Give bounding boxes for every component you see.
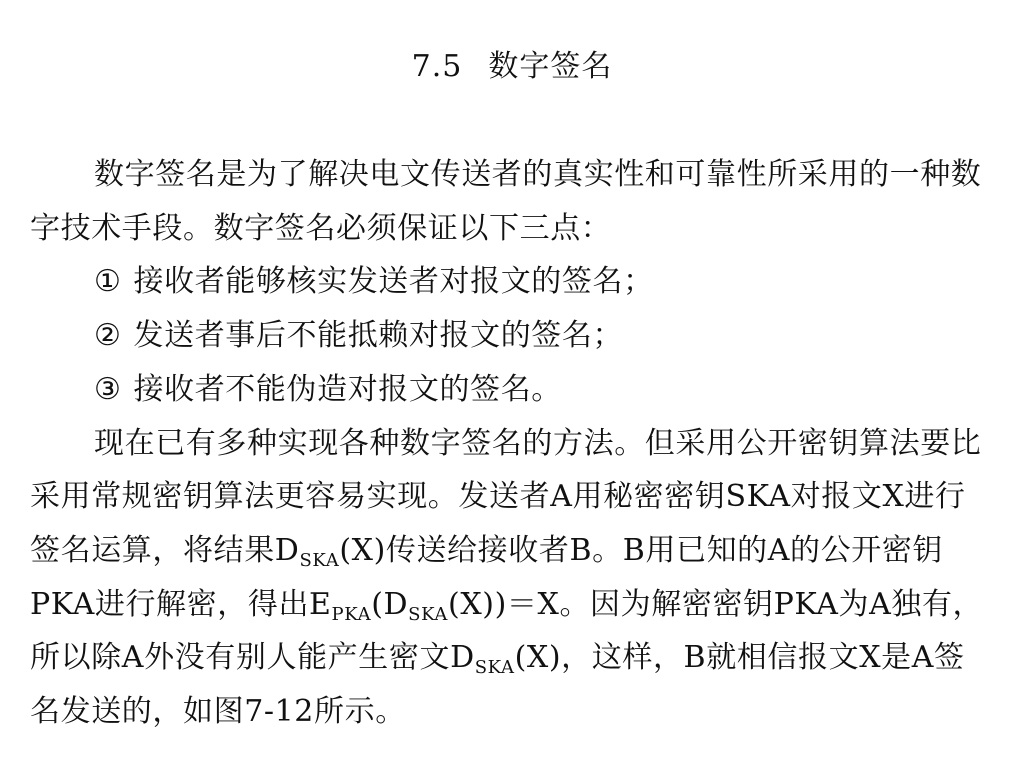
point-item bbox=[30, 363, 990, 417]
detail-text: (D bbox=[371, 586, 409, 622]
intro-paragraph: 数字签名是为了解决电文传送者的真实性和可靠性所采用的一种数字技术手段。数字签名必须保证以下三点： bbox=[30, 157, 982, 246]
point-text: 接收者能够核实发送者对报文的签名； bbox=[133, 264, 654, 300]
detail-text: 现在已有多种实现各种数字签名的方法。但采用公开密钥算法要比采用常规密钥算法更容易实现。发送者A用秘密密钥SKA对报文X进行签名运算，将结果D bbox=[30, 425, 982, 568]
subscript: SKA bbox=[408, 603, 449, 625]
subscript: SKA bbox=[299, 549, 340, 571]
point-marker: ② bbox=[94, 318, 122, 354]
page-title bbox=[0, 42, 1024, 92]
subscript: SKA bbox=[474, 657, 515, 679]
content-body bbox=[30, 148, 990, 739]
point-marker: ③ bbox=[94, 371, 122, 407]
section-number: 7.5 bbox=[411, 49, 463, 84]
detail-text: (X))＝X。因为解密密钥PKA为A独有，所以除A外没有别人能产生密文D bbox=[30, 586, 984, 676]
detail-text: (X)，这样，B就相信报文X是A签名发送的，如图7-12所示。 bbox=[30, 640, 965, 730]
point-text: 接收者不能伪造对报文的签名。 bbox=[133, 371, 562, 407]
subscript: PKA bbox=[331, 603, 372, 625]
detail-text: (X)传送给接收者B。B用已知的A的公开密钥PKA进行解密，得出E bbox=[30, 532, 944, 622]
point-item bbox=[30, 255, 990, 309]
detail-paragraph bbox=[30, 417, 990, 739]
point-text: 发送者事后不能抵赖对报文的签名； bbox=[133, 318, 624, 354]
section-title: 数字签名 bbox=[488, 49, 613, 84]
point-marker: ① bbox=[94, 264, 122, 300]
point-item bbox=[30, 309, 990, 363]
